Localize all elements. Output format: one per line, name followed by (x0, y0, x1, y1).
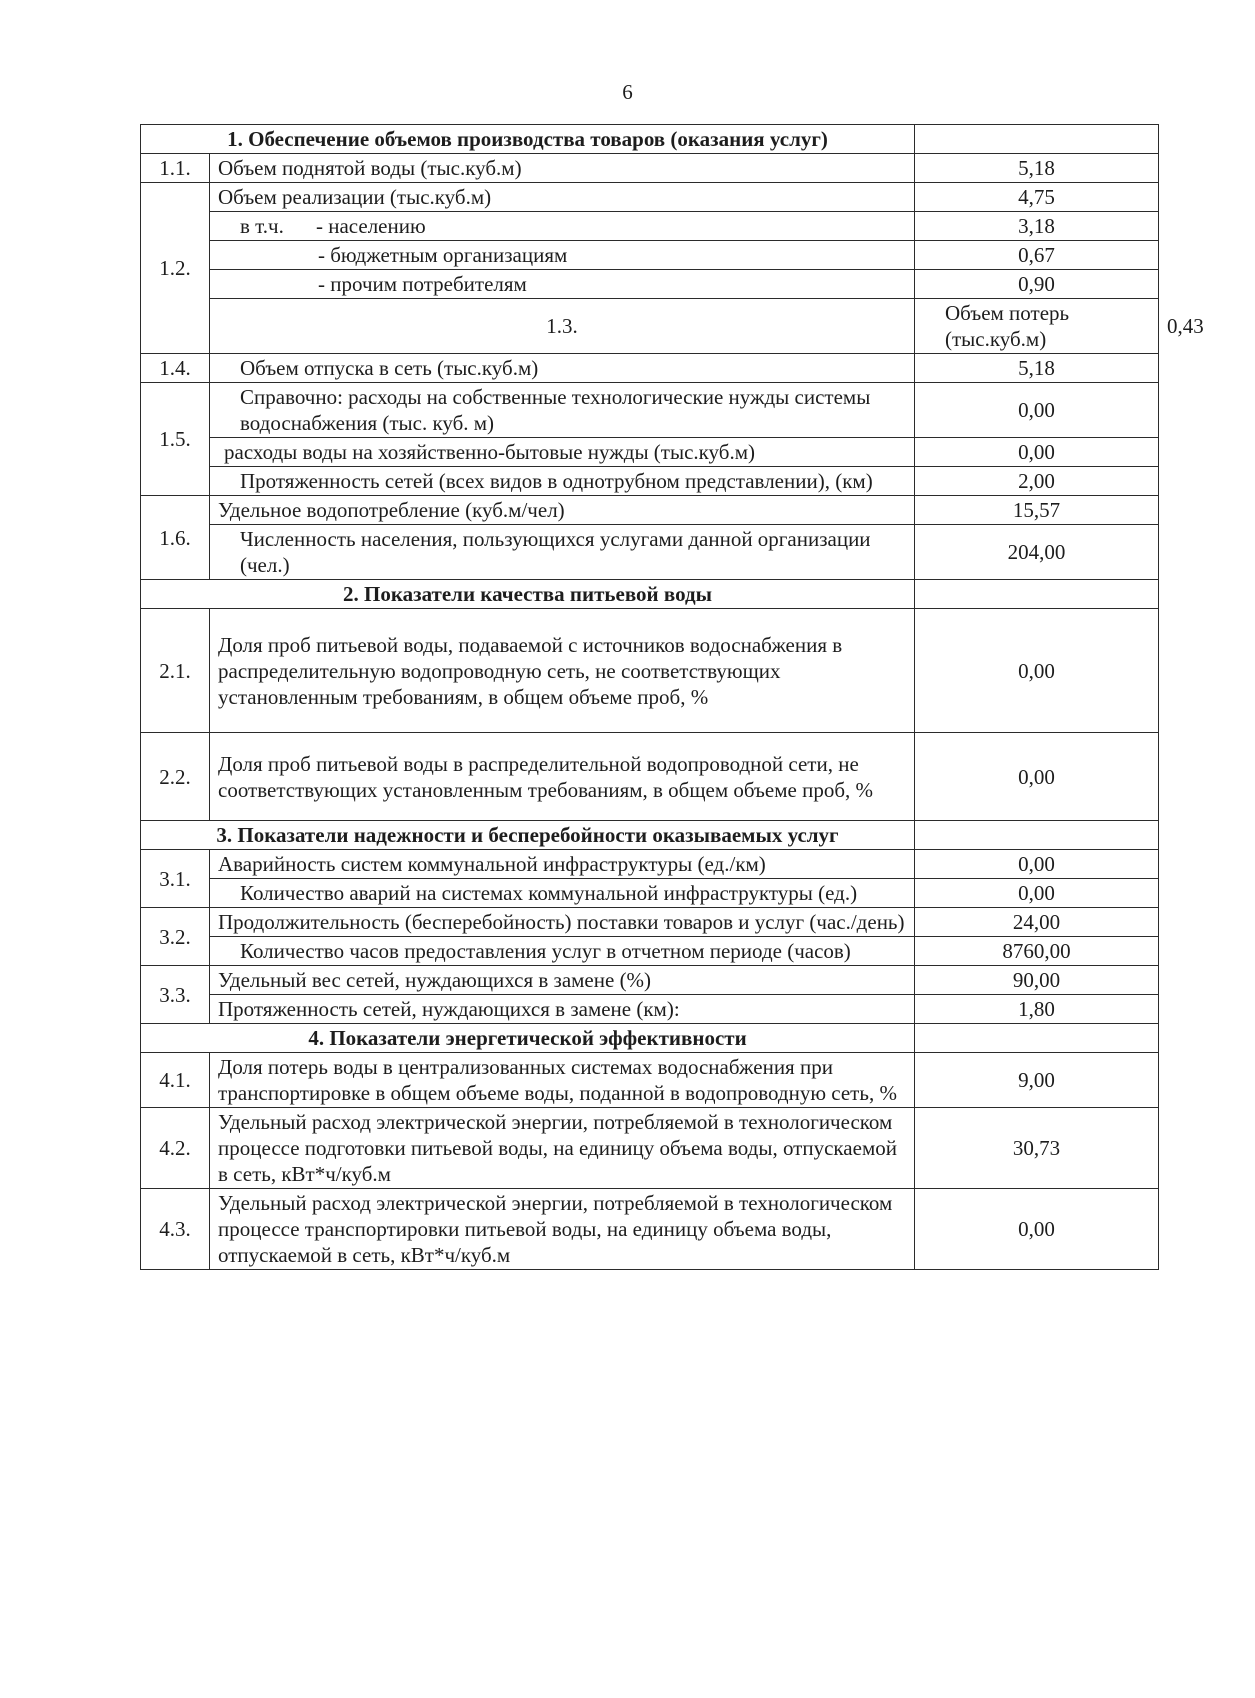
row-value: 15,57 (915, 496, 1159, 525)
row-label: Объем реализации (тыс.куб.м) (210, 183, 915, 212)
row-number: 1.4. (141, 354, 210, 383)
table-row (141, 525, 1159, 580)
section-title: 1. Обеспечение объемов производства товаров (оказания услуг) (141, 125, 915, 154)
row-value: 2,00 (915, 467, 1159, 496)
row-value: 0,00 (915, 1189, 1159, 1270)
section-4-header-row (141, 1024, 1159, 1053)
table-row (141, 241, 1159, 270)
row-label: Доля потерь воды в централизованных системах водоснабжения при транспортировке в общем объеме воды, поданной в водопроводную сеть, % (210, 1053, 915, 1108)
row-number: 3.3. (141, 966, 210, 1024)
table-row: 1.3. Объем потерь (тыс.куб.м) 0,43 (141, 299, 1159, 354)
section-2-header-row (141, 580, 1159, 609)
row-value: 30,73 (915, 1108, 1159, 1189)
row-label: Количество часов предоставления услуг в отчетном периоде (часов) (210, 937, 915, 966)
table-row (141, 270, 1159, 299)
indicators-table (140, 124, 1204, 1270)
row-value: 0,00 (915, 609, 1159, 733)
row-label: Аварийность систем коммунальной инфраструктуры (ед./км) (210, 850, 915, 879)
table-row (141, 496, 1159, 525)
row-label: - бюджетным организациям (210, 241, 915, 270)
row-label: Объем поднятой воды (тыс.куб.м) (210, 154, 915, 183)
row-label: Численность населения, пользующихся услугами данной организации (чел.) (210, 525, 915, 580)
table-row (141, 995, 1159, 1024)
row-value: 0,00 (915, 879, 1159, 908)
row-label: Удельное водопотребление (куб.м/чел) (210, 496, 915, 525)
row-number: 4.3. (141, 1189, 210, 1270)
row-number: 2.1. (141, 609, 210, 733)
row-label (210, 212, 915, 241)
row-label: Удельный расход электрической энергии, потребляемой в технологическом процессе транспортировки питьевой воды, на единицу объема воды, отпускаемой в сеть, кВт*ч/куб.м (210, 1189, 915, 1270)
row-value: 90,00 (915, 966, 1159, 995)
row-number: 1.5. (141, 383, 210, 496)
table-row (141, 850, 1159, 879)
table-row (141, 383, 1159, 438)
row-number: 3.2. (141, 908, 210, 966)
table-row (141, 733, 1159, 821)
row-label: Объем потерь (тыс.куб.м) (915, 299, 1159, 354)
table-row (141, 1053, 1159, 1108)
row-value: 204,00 (915, 525, 1159, 580)
row-label: Количество аварий на системах коммунальной инфраструктуры (ед.) (210, 879, 915, 908)
row-number: 1.6. (141, 496, 210, 580)
row-number: 4.1. (141, 1053, 210, 1108)
row-label: Протяженность сетей (всех видов в однотрубном представлении), (км) (210, 467, 915, 496)
row-number: 1.1. (141, 154, 210, 183)
table-row (141, 879, 1159, 908)
section-title: 2. Показатели качества питьевой воды (141, 580, 915, 609)
table-row (141, 467, 1159, 496)
row-number: 1.3. (210, 299, 915, 354)
row-value: 0,00 (915, 438, 1159, 467)
section-1-header-row (141, 125, 1159, 154)
table-row (141, 609, 1159, 733)
including-label: в т.ч. (240, 214, 284, 238)
row-label: Протяженность сетей, нуждающихся в замене (км): (210, 995, 915, 1024)
row-value: 0,00 (915, 383, 1159, 438)
row-number: 1.2. (141, 183, 210, 354)
table-row (141, 1108, 1159, 1189)
table-row (141, 937, 1159, 966)
table-row (141, 966, 1159, 995)
row-label: Удельный расход электрической энергии, потребляемой в технологическом процессе подготовки питьевой воды, на единицу объема воды, отпускаемой в сеть, кВт*ч/куб.м (210, 1108, 915, 1189)
row-label: Объем отпуска в сеть (тыс.куб.м) (210, 354, 915, 383)
row-value: 9,00 (915, 1053, 1159, 1108)
row-label: Удельный вес сетей, нуждающихся в замене (%) (210, 966, 915, 995)
row-label: Справочно: расходы на собственные технологические нужды системы водоснабжения (тыс. куб. м) (210, 383, 915, 438)
row-label: Доля проб питьевой воды в распределительной водопроводной сети, не соответствующих установленным требованиям, в общем объеме проб, % (210, 733, 915, 821)
table-row (141, 908, 1159, 937)
row-label: - прочим потребителям (210, 270, 915, 299)
row-label: Доля проб питьевой воды, подаваемой с источников водоснабжения в распределительную водопроводную сеть, не соответствующих установленным требованиям, в общем объеме проб, % (210, 609, 915, 733)
table-row (141, 354, 1159, 383)
table-row (141, 183, 1159, 212)
row-value: 24,00 (915, 908, 1159, 937)
row-value: 8760,00 (915, 937, 1159, 966)
table-row (141, 212, 1159, 241)
section-title: 3. Показатели надежности и бесперебойности оказываемых услуг (141, 821, 915, 850)
row-value: 1,80 (915, 995, 1159, 1024)
row-value: 0,67 (915, 241, 1159, 270)
row-label: расходы воды на хозяйственно-бытовые нужды (тыс.куб.м) (210, 438, 915, 467)
row-label: Продолжительность (бесперебойность) поставки товаров и услуг (час./день) (210, 908, 915, 937)
table-row (141, 438, 1159, 467)
table-row (141, 154, 1159, 183)
page-number: 6 (622, 80, 633, 104)
row-number: 4.2. (141, 1108, 210, 1189)
section-3-header-row (141, 821, 1159, 850)
population-label: - населению (316, 214, 426, 238)
row-number: 3.1. (141, 850, 210, 908)
row-value: 3,18 (915, 212, 1159, 241)
row-value: 4,75 (915, 183, 1159, 212)
table-row (141, 1189, 1159, 1270)
row-value: 0,90 (915, 270, 1159, 299)
row-value: 0,00 (915, 850, 1159, 879)
row-number: 2.2. (141, 733, 210, 821)
row-value: 5,18 (915, 154, 1159, 183)
row-value: 5,18 (915, 354, 1159, 383)
section-title: 4. Показатели энергетической эффективности (141, 1024, 915, 1053)
row-value: 0,00 (915, 733, 1159, 821)
